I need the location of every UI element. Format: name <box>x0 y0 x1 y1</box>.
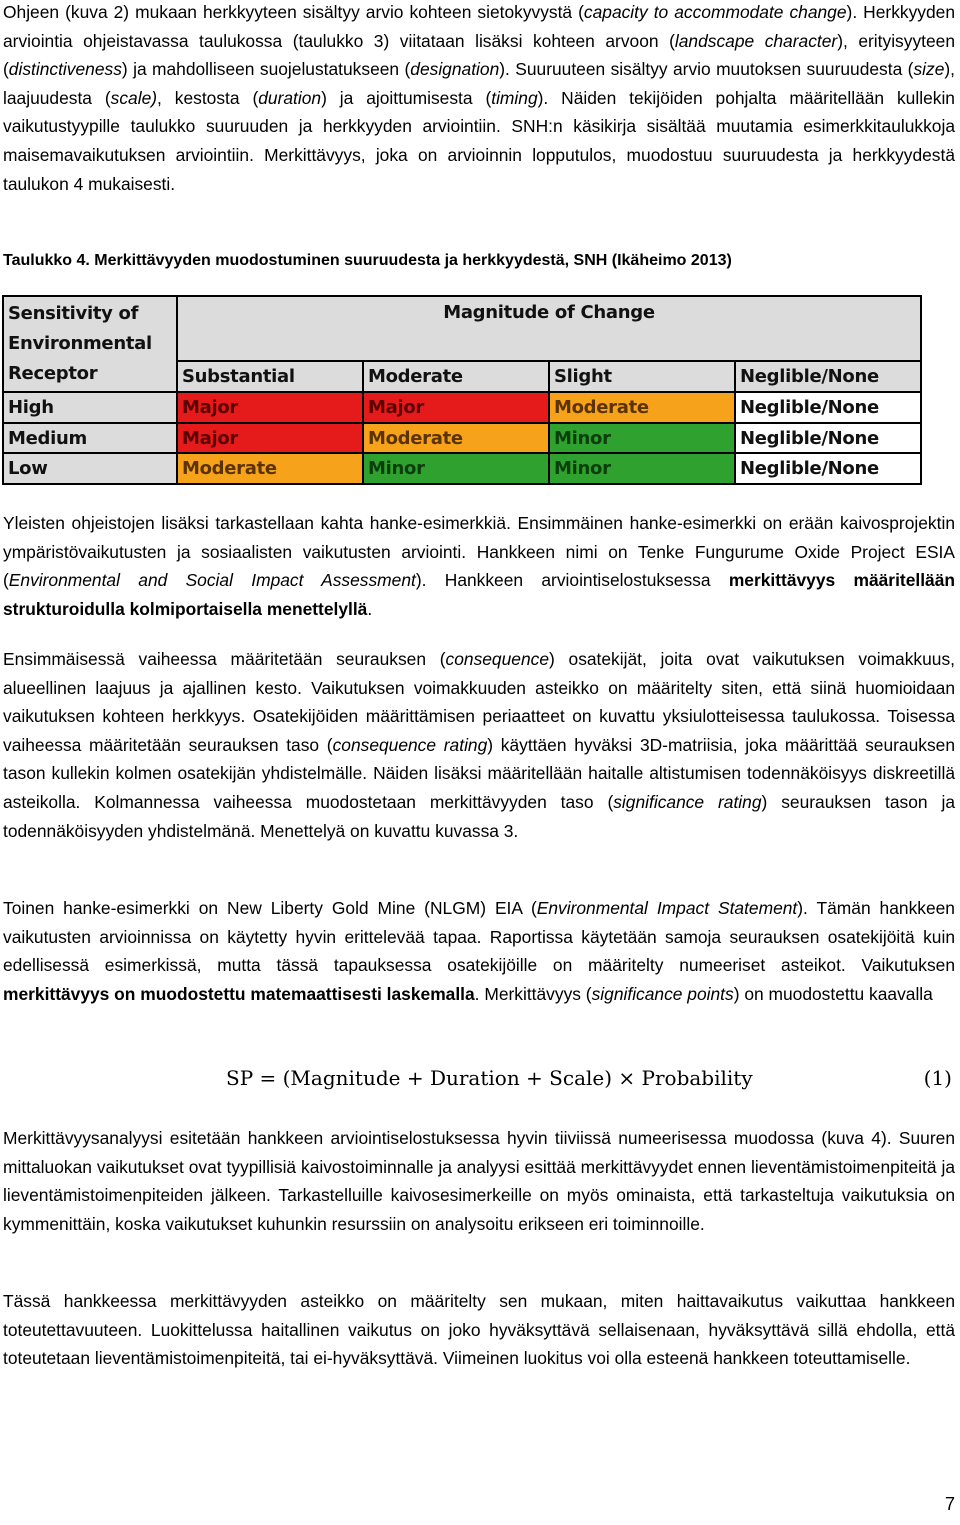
cell-low-slight: Minor <box>550 454 734 483</box>
column-header-neglible: Neglible/None <box>736 362 920 391</box>
table-caption: Taulukko 4. Merkittävyyden muodostuminen suuruudesta ja herkkyydestä, SNH (Ikäheimo 2013) <box>3 252 732 269</box>
cell-high-substantial: Major <box>178 393 362 422</box>
sensitivity-header-line2: Environmental <box>8 333 152 354</box>
row-label-high: High <box>4 393 176 422</box>
significance-matrix-table <box>2 295 922 485</box>
three-phase-paragraph: Ensimmäisessä vaiheessa määritetään seurauksen (consequence) osatekijät, joita ovat vaikutuksen voimakkuus, alueellinen laajuus ja ajallinen kesto. Vaikutuksen voimakkuuden asteikko on määritelty siten, että siinä huomioidaan vaikutuksen kohteen herkkyys. Osatekijöiden määrittämisen periaatteet on kuvattu yksiulotteisessa taulukossa. Toisessa vaiheessa määritetään seurauksen taso (consequence rating) käyttäen hyväksi 3D-matriisia, joka määrittää seurauksen tason kullekin kolmen osatekijän yhdistelmälle. Näiden lisäksi määritellään haitalle altistumisen todennäköisyys diskreetillä asteikolla. Kolmannessa vaiheessa muodostetaan merkittävyyden taso (significance rating) seurauksen tason ja todennäköisyyden yhdistelmänä. Menettelyä on kuvattu kuvassa 3. <box>3 649 955 841</box>
significance-formula: SP = (Magnitude + Duration + Scale) × Probability <box>226 1066 753 1090</box>
cell-medium-substantial: Major <box>178 424 362 452</box>
cell-low-moderate: Minor <box>364 454 548 483</box>
sensitivity-header-line3: Receptor <box>8 363 98 384</box>
magnitude-header: Magnitude of Change <box>178 297 920 360</box>
cell-medium-neglible: Neglible/None <box>736 424 920 452</box>
row-label-low: Low <box>4 454 176 483</box>
analysis-paragraph: Merkittävyysanalyysi esitetään hankkeen arviointiselostuksessa hyvin tiiviissä numeerisessa muodossa (kuva 4). Suuren mittaluokan vaikutukset ovat tyypillisiä kaivostoiminnalle ja analyysi esittää merkittävyydet ennen lieventämistoimenpiteitä ja lieventämistoimenpiteiden jälkeen. Tarkastelluille kaivosesimerkeille on myös ominaista, että tarkasteltuja vaikutuksia on kymmenittäin, koska vaikutukset kuhunkin resurssiin on analysoitu erikseen eri toiminnoille. <box>3 1128 955 1234</box>
sensitivity-header <box>4 297 176 391</box>
column-header-substantial: Substantial <box>178 362 362 391</box>
scale-paragraph: Tässä hankkeessa merkittävyyden asteikko on määritelty sen mukaan, miten haittavaikutus vaikuttaa hankkeen toteutettavuuteen. Luokittelussa haitallinen vaikutus on joko hyväksyttävä sellaisenaan, hyväksyttävä sillä ehdolla, että toteutetaan lieventämistoimenpiteitä, tai ei-hyväksyttävä. Viimeinen luokitus voi olla esteenä hankkeen toteuttamiselle. <box>3 1291 955 1369</box>
column-header-moderate: Moderate <box>364 362 548 391</box>
cell-low-neglible: Neglible/None <box>736 454 920 483</box>
cell-high-slight: Moderate <box>550 393 734 422</box>
row-label-medium: Medium <box>4 424 176 452</box>
page-number: 7 <box>944 1494 955 1514</box>
cell-medium-moderate: Moderate <box>364 424 548 452</box>
cell-high-neglible: Neglible/None <box>736 393 920 422</box>
nlgm-paragraph: Toinen hanke-esimerkki on New Liberty Gold Mine (NLGM) EIA (Environmental Impact Statement). Tämän hankkeen vaikutusten arvioinnissa on käytetty hyvin erittelevää tapaa. Raportissa käytetään samoja seurauksen osatekijöitä kuin edellisessä esimerkissä, mutta tässä tapauksessa osatekijöille on määritelty numeeriset asteikot. Vaikutuksen merkittävyys on muodostettu matemaattisesti laskemalla. Merkittävyys (significance points) on muodostettu kaavalla <box>3 898 955 1004</box>
examples-intro-paragraph: Yleisten ohjeistojen lisäksi tarkastellaan kahta hanke-esimerkkiä. Ensimmäinen hanke-esimerkki on erään kaivosprojektin ympäristövaikutusten ja sosiaalisten vaikutusten arviointi. Hankkeen nimi on Tenke Fungurume Oxide Project ESIA (Environmental and Social Impact Assessment). Hankkeen arviointiselostuksessa merkittävyys määritellään strukturoidulla kolmiportaisella menettelyllä. <box>3 513 955 619</box>
cell-medium-slight: Minor <box>550 424 734 452</box>
sensitivity-header-line1: Sensitivity of <box>8 303 139 324</box>
equation-number: (1) <box>923 1066 952 1090</box>
cell-high-moderate: Major <box>364 393 548 422</box>
cell-low-substantial: Moderate <box>178 454 362 483</box>
intro-paragraph: Ohjeen (kuva 2) mukaan herkkyyteen sisältyy arvio kohteen sietokyvystä (capacity to accommodate change). Herkkyyden arviointia ohjeistavassa taulukossa (taulukko 3) viitataan lisäksi kohteen arvoon (landscape character), erityisyyteen (distinctiveness) ja mahdolliseen suojelustatukseen (designation). Suuruuteen sisältyy arvio muutoksen suuruudesta (size), laajuudesta (scale), kestosta (duration) ja ajoittumisesta (timing). Näiden tekijöiden pohjalta määritellään kullekin vaikutustyypille taulukko suuruuden ja herkkyyden arviointiin. SNH:n käsikirja sisältää muutamia esimerkkitaulukkoja maisemavaikutuksen arviointiin. Merkittävyys, joka on arvioinnin lopputulos, muodostuu suuruudesta ja herkkyydestä taulukon 4 mukaisesti. <box>3 2 955 194</box>
column-header-slight: Slight <box>550 362 734 391</box>
